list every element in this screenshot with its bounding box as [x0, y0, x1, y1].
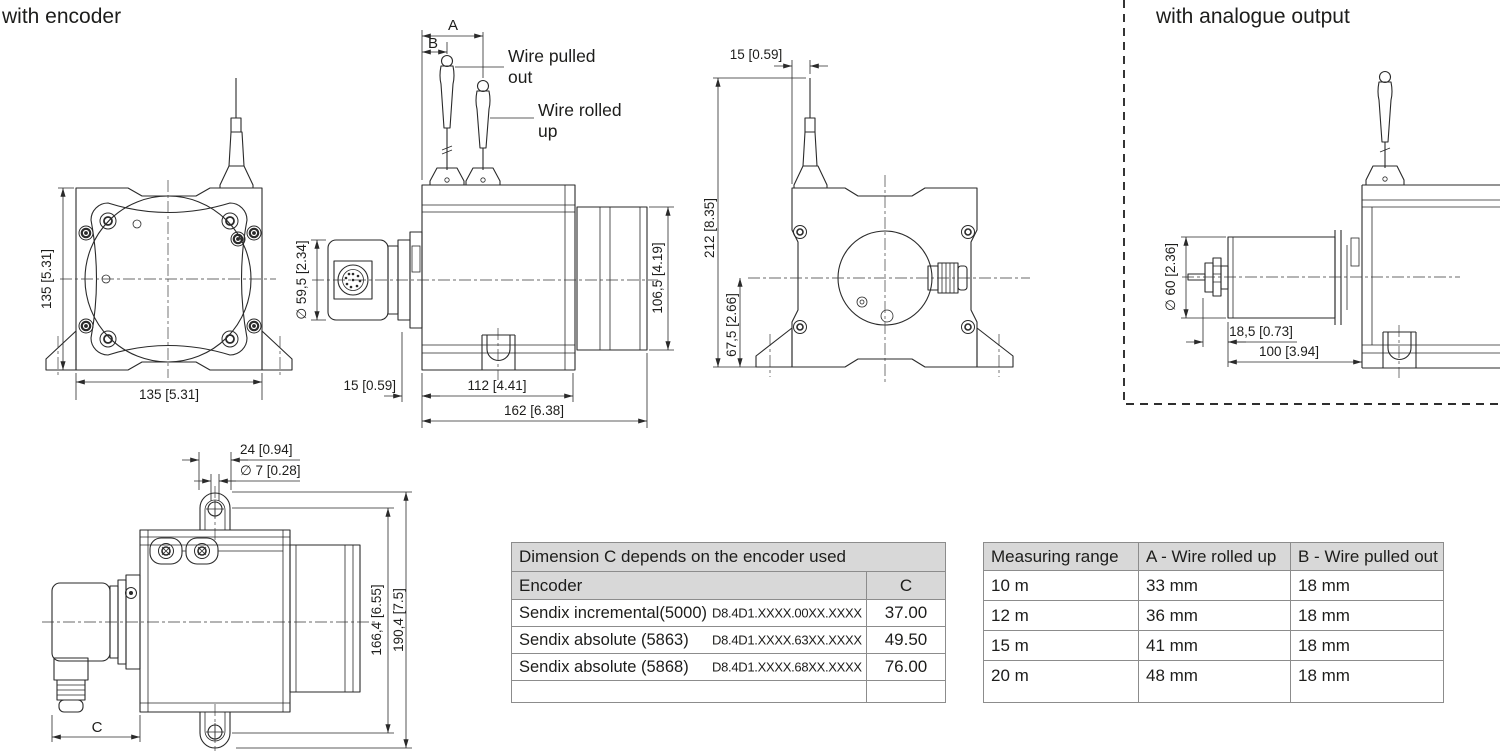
dim-front-width: 135 [5.31]	[138, 387, 200, 402]
wire-grip-pulled-icon	[430, 56, 464, 186]
dim-total-height: 212 [8.35]	[702, 197, 717, 259]
wire-grip-icon	[1366, 72, 1404, 186]
wire-rolled-up-label: Wire rolled up	[538, 100, 622, 141]
section-title-analogue: with analogue output	[1156, 5, 1350, 28]
wire-pulled-out-label: Wire pulled out	[508, 46, 596, 87]
wire-grip-rolled-icon	[466, 81, 500, 186]
dim-label-b: B	[427, 35, 439, 52]
side-view-drawing	[294, 17, 674, 428]
table-filler-row	[512, 681, 946, 703]
encoder-name: Sendix absolute (5863)	[519, 631, 689, 649]
bottom-view-drawing	[42, 442, 412, 751]
table-title: Dimension C depends on the encoder used	[512, 543, 946, 572]
encoder-name: Sendix absolute (5868)	[519, 658, 689, 676]
measuring-range-table	[983, 542, 1444, 703]
a-value: 33 mm	[1139, 571, 1291, 601]
dim-wire-offset: 15 [0.59]	[729, 47, 783, 62]
connector-pins-icon	[345, 273, 362, 289]
front-view-drawing	[39, 78, 292, 402]
table-title-row	[512, 543, 946, 572]
b-value: 18 mm	[1291, 661, 1444, 703]
dim-drum-height: 106,5 [4.19]	[650, 242, 665, 314]
section-title-encoder: with encoder	[2, 5, 122, 28]
table-row	[512, 654, 946, 681]
column-header-encoder: Encoder	[512, 572, 867, 600]
table-header-row	[984, 543, 1444, 571]
table-row	[512, 600, 946, 627]
range-value: 20 m	[984, 661, 1139, 703]
encoder-dimension-table	[511, 542, 946, 703]
dim-total-length: 162 [6.38]	[503, 403, 565, 418]
dim-body-length: 112 [4.41]	[467, 378, 527, 393]
dim-front-height: 135 [5.31]	[39, 248, 54, 310]
column-header-range: Measuring range	[984, 543, 1139, 571]
encoder-name: Sendix incremental(5000)	[519, 604, 708, 622]
b-value: 18 mm	[1291, 631, 1444, 661]
table-row	[984, 661, 1444, 703]
range-value: 15 m	[984, 631, 1139, 661]
analogue-view-drawing	[1124, 0, 1500, 404]
washer-screw-icon	[79, 226, 261, 333]
screw-icon	[794, 226, 975, 334]
encoder-order-code: D8.4D1.XXXX.68XX.XXXX	[712, 659, 862, 675]
a-value: 36 mm	[1139, 601, 1291, 631]
dim-overall-height: 190,4 [7.5]	[391, 588, 406, 652]
column-header-b: B - Wire pulled out	[1291, 543, 1444, 571]
table-row	[984, 571, 1444, 601]
dim-holes-span: 166,4 [6.55]	[369, 584, 384, 656]
dimension-c-value: 37.00	[867, 600, 946, 627]
rear-view-drawing	[702, 47, 1030, 385]
dim-connector-dia: ∅ 59,5 [2.34]	[294, 240, 309, 320]
dim-gap: 15 [0.59]	[343, 378, 396, 393]
column-header-c: C	[867, 572, 946, 600]
range-value: 12 m	[984, 601, 1139, 631]
cable-connector-icon	[54, 658, 88, 712]
table-row	[984, 631, 1444, 661]
dim-label-a: A	[447, 17, 459, 34]
column-header-a: A - Wire rolled up	[1139, 543, 1291, 571]
dim-c-label: C	[91, 719, 103, 736]
a-value: 41 mm	[1139, 631, 1291, 661]
table-header-row	[512, 572, 946, 600]
dimension-c-value: 49.50	[867, 627, 946, 654]
b-value: 18 mm	[1291, 571, 1444, 601]
dim-analogue-tip: 18,5 [0.73]	[1229, 324, 1293, 339]
screw-icon	[100, 213, 238, 347]
range-value: 10 m	[984, 571, 1139, 601]
wire-outlet-icon	[220, 78, 253, 188]
table-row	[984, 601, 1444, 631]
dim-analogue-dia: ∅ 60 [2.36]	[1163, 242, 1178, 312]
dim-axis-height: 67,5 [2.66]	[724, 293, 739, 357]
wire-outlet-icon	[794, 78, 827, 188]
encoder-order-code: D8.4D1.XXXX.63XX.XXXX	[712, 632, 862, 648]
dim-lug-hole: ∅ 7 [0.28]	[240, 463, 301, 478]
dimension-c-value: 76.00	[867, 654, 946, 681]
b-value: 18 mm	[1291, 601, 1444, 631]
a-value: 48 mm	[1139, 661, 1291, 703]
dim-lug-width: 24 [0.94]	[240, 442, 293, 457]
dim-analogue-length: 100 [3.94]	[1258, 344, 1320, 359]
encoder-order-code: D8.4D1.XXXX.00XX.XXXX	[712, 605, 862, 621]
table-row	[512, 627, 946, 654]
